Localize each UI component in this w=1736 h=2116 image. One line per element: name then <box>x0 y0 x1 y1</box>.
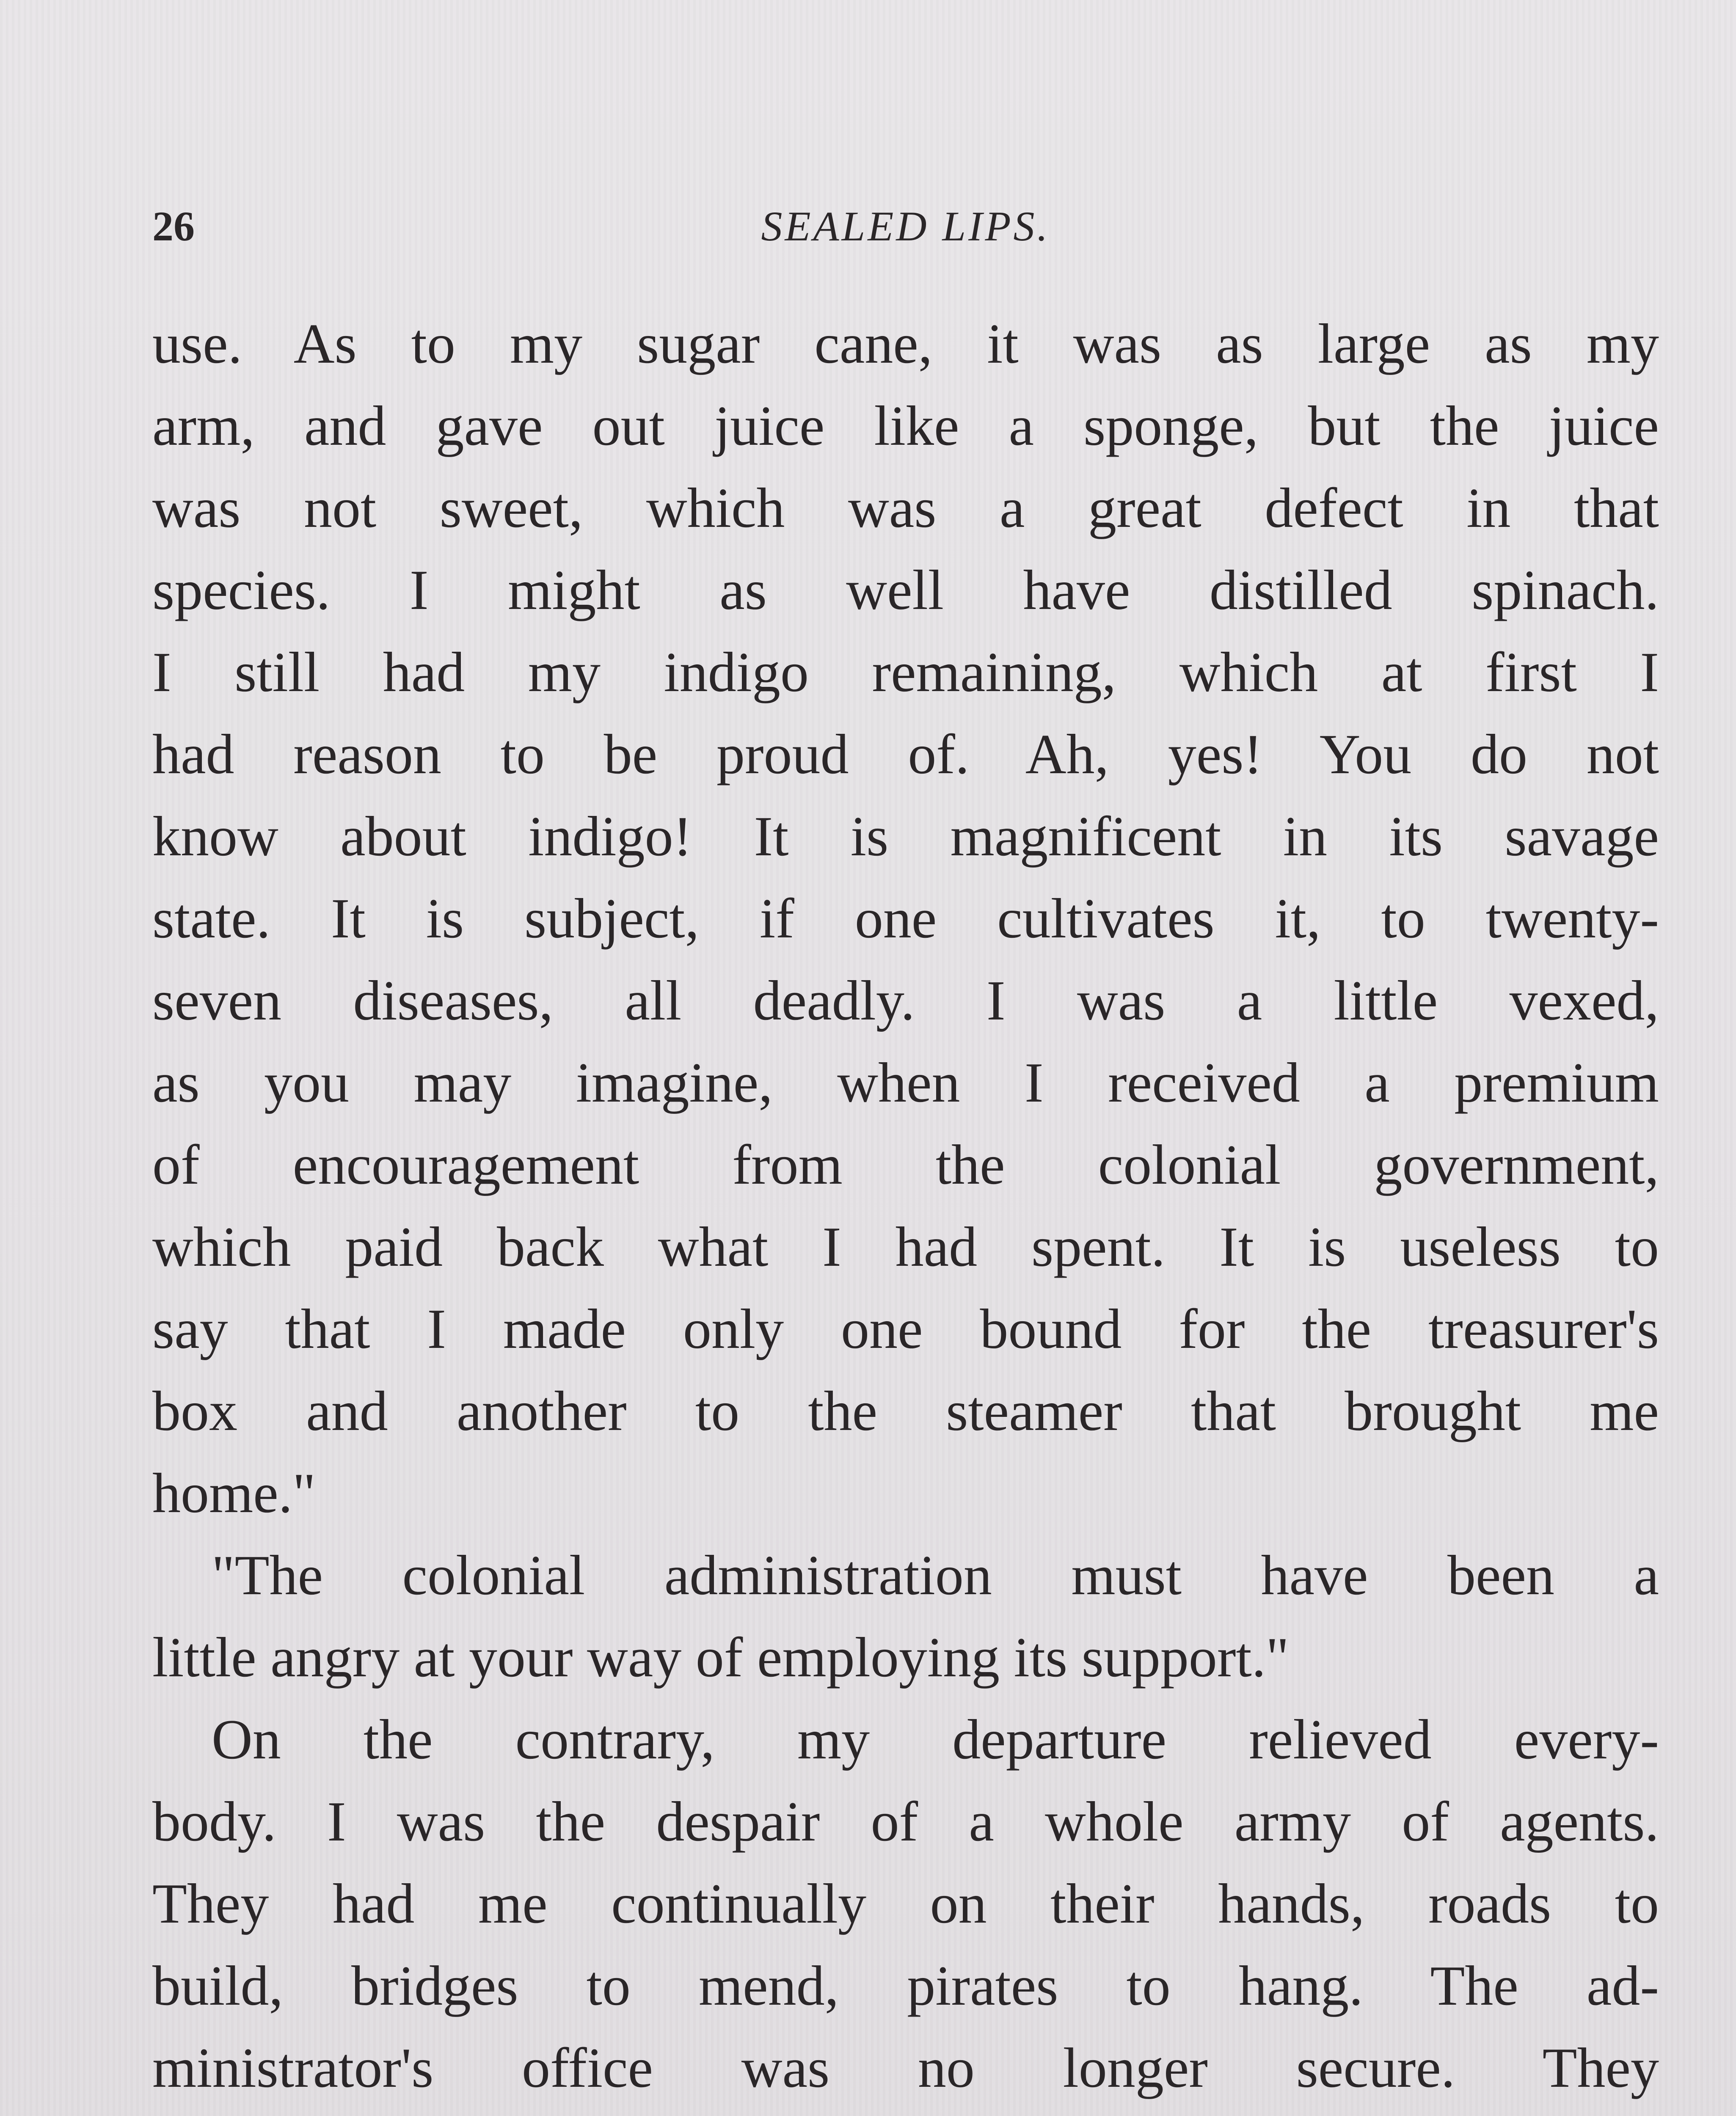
text-line: say that I made only one bound for the treasurer's <box>152 1298 1659 1360</box>
text-line: know about indigo! It is magnificent in its savage <box>152 805 1659 868</box>
text-line: box and another to the steamer that brought me <box>152 1380 1659 1442</box>
text-line: state. It is subject, if one cultivates it, to twenty- <box>152 887 1659 950</box>
text-line: home." <box>152 1462 316 1524</box>
text-line: of encouragement from the colonial government, <box>152 1133 1659 1196</box>
text-line: which paid back what I had spent. It is useless to <box>152 1215 1659 1278</box>
page-header <box>152 199 1659 254</box>
text-line: build, bridges to mend, pirates to hang. The ad- <box>152 1954 1659 2017</box>
text-line <box>152 2109 1659 2116</box>
text-line: They had me continually on their hands, roads to <box>152 1872 1659 1935</box>
text-line: little angry at your way of employing its support." <box>152 1626 1289 1689</box>
text-line: "The colonial administration must have been a <box>212 1544 1659 1606</box>
text-line: arm, and gave out juice like a sponge, but the juice <box>152 394 1659 457</box>
text-line: was not sweet, which was a great defect in that <box>152 477 1659 539</box>
page-number: 26 <box>152 203 195 250</box>
text-line: body. I was the despair of a whole army of agents. <box>152 1790 1659 1853</box>
text-line: ministrator's office was no longer secure. They <box>152 2036 1659 2099</box>
text-line: as you may imagine, when I received a premium <box>152 1051 1659 1114</box>
text-line: seven diseases, all deadly. I was a little vexed, <box>152 969 1659 1032</box>
running-title: SEALED LIPS. <box>761 203 1050 250</box>
text-line: On the contrary, my departure relieved every- <box>212 1708 1659 1771</box>
text-line: species. I might as well have distilled spinach. <box>152 559 1659 621</box>
text-line: had reason to be proud of. Ah, yes! You do not <box>152 723 1659 785</box>
text-line: use. As to my sugar cane, it was as large as my <box>152 312 1659 375</box>
text-line: I still had my indigo remaining, which at first I <box>152 641 1659 703</box>
body-text <box>152 303 1659 2116</box>
